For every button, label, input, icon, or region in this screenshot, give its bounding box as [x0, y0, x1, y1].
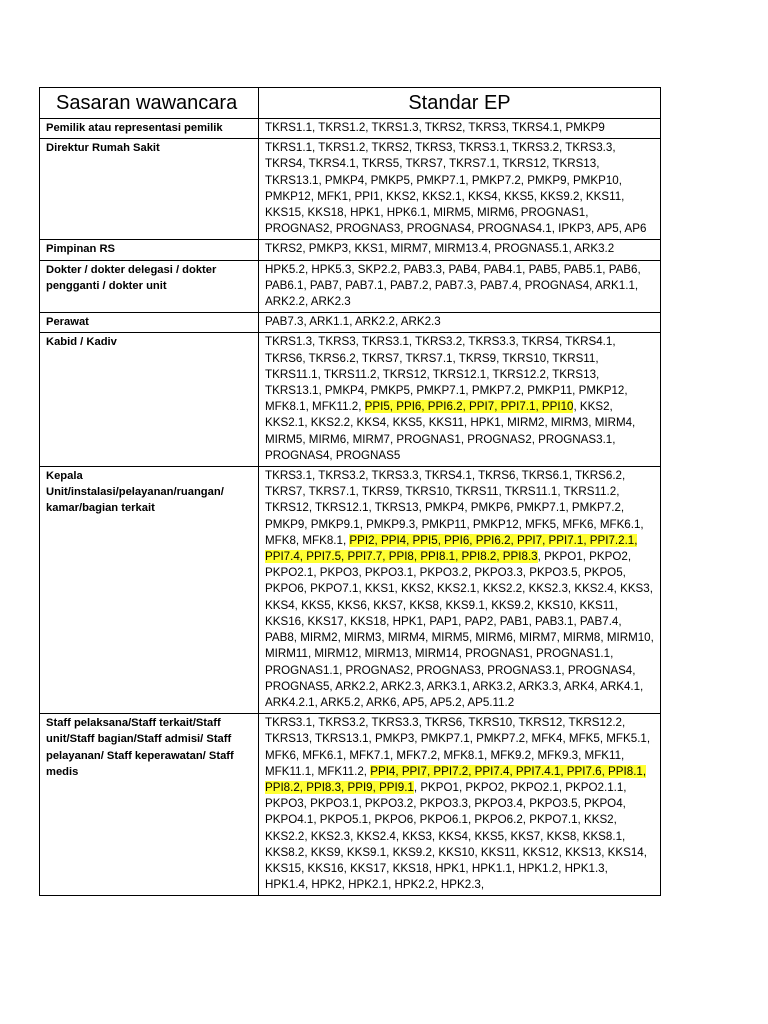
highlighted-standards: PPI2, PPI4, PPI5, PPI6, PPI6.2, PPI7, PPI7.1, PPI7.2.1, PPI7.4, PPI7.5, PPI7.7, PPI8, PPI8.1, PPI8.2, PPI8.3 — [265, 533, 638, 564]
standards-text: , KKS2, KKS2.1, KKS2.2, KKS4, KKS5, KKS11, HPK1, MIRM2, MIRM3, MIRM4, MIRM5, MIRM6, MIRM7, PROGNAS1, PROGNAS2, PROGNAS3.1, PROGNAS4, PROGNAS5 — [265, 400, 636, 462]
table-row — [40, 240, 661, 260]
document-page — [39, 87, 660, 896]
interview-target-cell: Kepala Unit/instalasi/pelayanan/ruangan/ kamar/bagian terkait — [40, 467, 259, 714]
interview-standards-table — [39, 87, 661, 896]
standard-ep-cell — [259, 260, 661, 313]
table-row — [40, 467, 661, 714]
standard-ep-cell — [259, 139, 661, 240]
standard-ep-cell — [259, 119, 661, 139]
standard-ep-cell — [259, 240, 661, 260]
table-row — [40, 313, 661, 333]
interview-target-cell: Pimpinan RS — [40, 240, 259, 260]
header-interview-target: Sasaran wawancara — [40, 88, 259, 119]
interview-target-cell: Perawat — [40, 313, 259, 333]
standards-text: , PKPO1, PKPO2, PKPO2.1, PKPO3, PKPO3.1, PKPO3.2, PKPO3.3, PKPO3.5, PKPO5, PKPO6, PKPO7.1, KKS1, KKS2, KKS2.1, KKS2.2, KKS2.3, KKS2.4, KKS3, KKS4, KKS5, KKS6, KKS7, KKS8, KKS9.1, KKS9.2, KKS10, KKS11, KKS16, KKS17, KKS18, HPK1, PAP1, PAP2, PAB1, PAB3.1, PAB7.4, PAB8, MIRM2, MIRM3, MIRM4, MIRM5, MIRM6, MIRM7, MIRM8, MIRM10, MIRM11, MIRM12, MIRM13, MIRM14, PROGNAS1, PROGNAS1.1, PROGNAS1.1, PROGNAS2, PROGNAS3, PROGNAS3.1, PROGNAS4, PROGNAS5, ARK2.2, ARK2.3, ARK3.1, ARK3.2, ARK3.3, ARK4, ARK4.1, ARK4.2.1, ARK5.2, ARK6, AP5, AP5.2, AP5.11.2 — [265, 550, 654, 709]
standards-text: TKRS2, PMKP3, KKS1, MIRM7, MIRM13.4, PROGNAS5.1, ARK3.2 — [265, 242, 615, 256]
standards-text: , PKPO1, PKPO2, PKPO2.1, PKPO2.1.1, PKPO3, PKPO3.1, PKPO3.2, PKPO3.3, PKPO3.4, PKPO3.5, PKPO4, PKPO4.1, PKPO5.1, PKPO6, PKPO6.1, PKPO6.2, PKPO7.1, KKS2, KKS2.2, KKS2.3, KKS2.4, KKS3, KKS4, KKS5, KKS7, KKS8, KKS8.1, KKS8.2, KKS9, KKS9.1, KKS9.2, KKS10, KKS11, KKS12, KKS13, KKS14, KKS15, KKS16, KKS17, KKS18, HPK1, HPK1.1, HPK1.2, HPK1.3, HPK1.4, HPK2, HPK2.1, HPK2.2, HPK2.3, — [265, 780, 647, 892]
standards-text: TKRS3.1, TKRS3.2, TKRS3.3, TKRS6, TKRS10, TKRS12, TKRS12.2, TKRS13, TKRS13.1, PMKP3, PMKP7.1, PMKP7.2, MFK4, MFK5, MFK5.1, MFK6, MFK6.1, MFK7.1, MFK7.2, MFK8.1, MFK9.2, MFK9.3, MFK11, MFK11.1, MFK11.2, — [265, 716, 651, 778]
standard-ep-cell — [259, 313, 661, 333]
highlighted-standards: PPI5, PPI6, PPI6.2, PPI7, PPI7.1, PPI10 — [364, 400, 574, 414]
highlighted-standards: PPI4, PPI7, PPI7.2, PPI7.4, PPI7.4.1, PPI7.6, PPI8.1, PPI8.2, PPI8.3, PPI9, PPI9.1 — [265, 764, 647, 794]
table-row — [40, 260, 661, 313]
interview-target-cell: Pemilik atau representasi pemilik — [40, 119, 259, 139]
interview-target-cell: Staff pelaksana/Staff terkait/Staff unit/Staff bagian/Staff admisi/ Staff pelayanan/ Staff keperawatan/ Staff medis — [40, 714, 259, 896]
standards-text: TKRS3.1, TKRS3.2, TKRS3.3, TKRS4.1, TKRS6, TKRS6.1, TKRS6.2, TKRS7, TKRS7.1, TKRS9, TKRS10, TKRS11, TKRS11.1, TKRS11.2, TKRS12, TKRS12.1, TKRS13, PMKP4, PMKP6, PMKP7.1, PMKP7.2, PMKP9, PMKP9.1, PMKP9.3, PMKP11, PMKP12, MFK5, MFK6, MFK6.1, MFK8, MFK8.1, — [265, 469, 644, 547]
table-row — [40, 119, 661, 139]
header-standard-ep: Standar EP — [259, 88, 661, 119]
standards-text: TKRS1.3, TKRS3, TKRS3.1, TKRS3.2, TKRS3.3, TKRS4, TKRS4.1, TKRS6, TKRS6.2, TKRS7, TKRS7.1, TKRS9, TKRS10, TKRS11, TKRS11.1, TKRS11.2, TKRS12, TKRS12.1, TKRS12.2, TKRS13, TKRS13.1, PMKP4, PMKP5, PMKP7.1, PMKP7.2, PMKP11, PMKP12, MFK8.1, MFK11.2, — [265, 335, 628, 414]
standards-text: PAB7.3, ARK1.1, ARK2.2, ARK2.3 — [265, 315, 441, 329]
standard-ep-cell — [259, 467, 661, 714]
standards-text: HPK5.2, HPK5.3, SKP2.2, PAB3.3, PAB4, PAB4.1, PAB5, PAB5.1, PAB6, PAB6.1, PAB7, PAB7.1, PAB7.2, PAB7.3, PAB7.4, PROGNAS4, ARK1.1, ARK2.2, ARK2.3 — [265, 262, 641, 309]
standards-text: TKRS1.1, TKRS1.2, TKRS2, TKRS3, TKRS3.1, TKRS3.2, TKRS3.3, TKRS4, TKRS4.1, TKRS5, TKRS7, TKRS7.1, TKRS12, TKRS13, TKRS13.1, PMKP4, PMKP5, PMKP7.1, PMKP7.2, PMKP9, PMKP10, PMKP12, MFK1, PPI1, KKS2, KKS2.1, KKS4, KKS5, KKS9.2, KKS11, KKS15, KKS18, HPK1, HPK6.1, MIRM5, MIRM6, PROGNAS1, PROGNAS2, PROGNAS3, PROGNAS4, PROGNAS4.1, IPKP3, AP5, AP6 — [265, 141, 647, 236]
table-row — [40, 333, 661, 467]
standards-text: TKRS1.1, TKRS1.2, TKRS1.3, TKRS2, TKRS3, TKRS4.1, PMKP9 — [265, 121, 605, 134]
interview-target-cell: Kabid / Kadiv — [40, 333, 259, 467]
interview-target-cell: Direktur Rumah Sakit — [40, 139, 259, 240]
standard-ep-cell — [259, 333, 661, 467]
table-header-row — [40, 88, 661, 119]
interview-target-cell: Dokter / dokter delegasi / dokter pengganti / dokter unit — [40, 260, 259, 313]
table-row — [40, 139, 661, 240]
table-row — [40, 714, 661, 896]
standard-ep-cell — [259, 714, 661, 896]
